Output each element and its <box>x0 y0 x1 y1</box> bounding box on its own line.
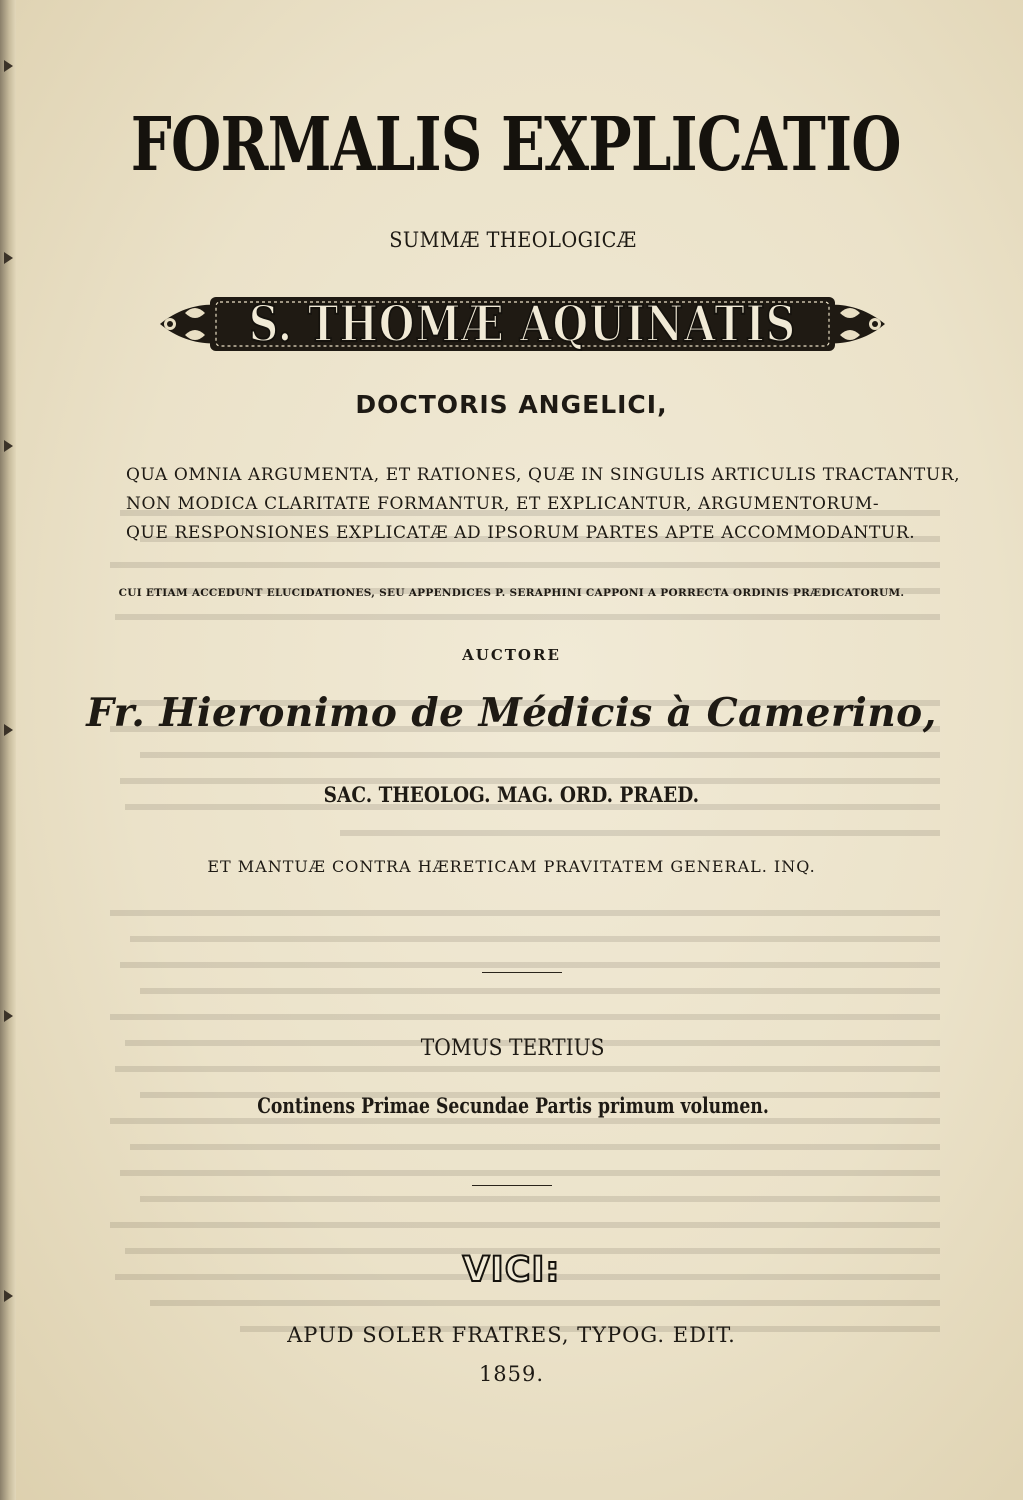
author-name: Fr. Hieronimo de Médicis à Camerino, <box>86 690 937 736</box>
divider-rule <box>472 1185 552 1186</box>
imprint-year: 1859. <box>478 1362 545 1386</box>
author-office: ET MANTUÆ CONTRA HÆRETICAM PRAVITATEM GENERAL. INQ. <box>207 857 816 876</box>
description-line-1: QUA OMNIA ARGUMENTA, ET RATIONES, QUÆ IN SINGULIS ARTICULIS TRACTANTUR, <box>126 465 961 485</box>
divider-rule <box>482 972 562 973</box>
description-line-3: QUE RESPONSIONES EXPLICATÆ AD IPSORUM PARTES APTE ACCOMMODANTUR. <box>126 523 916 543</box>
gutter-mark <box>4 1010 13 1022</box>
gutter-mark <box>4 252 13 264</box>
gutter-mark <box>4 1290 13 1302</box>
author-title: SAC. THEOLOG. MAG. ORD. PRAED. <box>323 782 700 807</box>
author-banner <box>150 289 895 359</box>
book-subtitle: SUMMÆ THEOLOGICÆ <box>389 228 637 252</box>
volume-contents: Continens Primae Secundae Partis primum volumen. <box>257 1093 769 1118</box>
appendix-note: CUI ETIAM ACCEDUNT ELUCIDATIONES, SEU APPENDICES P. SERAPHINI CAPPONI A PORRECTA ORDINIS PRÆDICATORUM. <box>118 587 905 599</box>
banner-text: S. THOMÆ AQUINATIS <box>248 294 797 353</box>
description-line-2: NON MODICA CLARITATE FORMANTUR, ET EXPLICANTUR, ARGUMENTORUM- <box>126 494 880 514</box>
show-through-texture <box>100 500 940 1380</box>
imprint-place: VICI: <box>462 1250 561 1290</box>
auctore-label: AUCTORE <box>462 646 561 664</box>
gutter-mark <box>4 440 13 452</box>
bleed-lines <box>100 500 940 1380</box>
volume-label: TOMUS TERTIUS <box>420 1036 605 1061</box>
doctoris-angelici: DOCTORIS ANGELICI, <box>355 390 668 419</box>
gutter-mark <box>4 60 13 72</box>
book-title: FORMALIS EXPLICATIO <box>130 102 901 188</box>
imprint-publisher: APUD SOLER FRATRES, TYPOG. EDIT. <box>287 1323 736 1347</box>
